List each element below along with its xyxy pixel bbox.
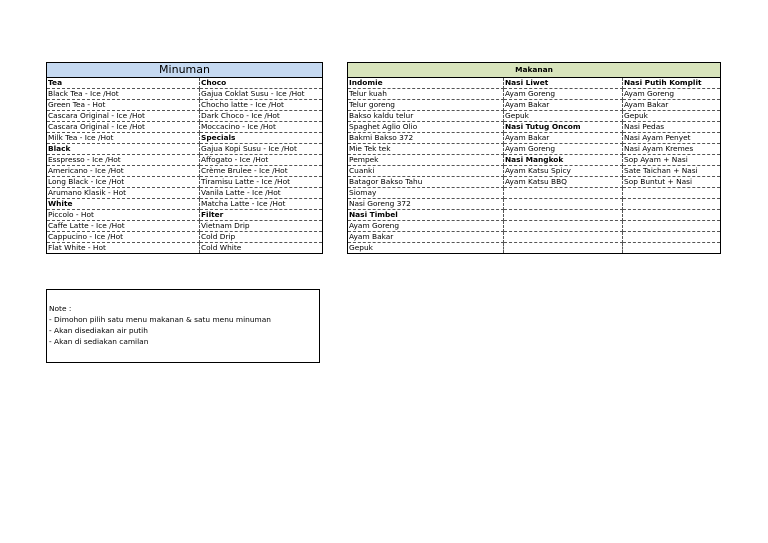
note-heading: Note : — [49, 304, 72, 313]
makanan-cell — [504, 232, 623, 243]
minuman-cell: Black Tea - Ice /Hot — [47, 89, 200, 100]
makanan-row — [348, 122, 721, 133]
makanan-cell — [623, 199, 721, 210]
minuman-row — [47, 111, 323, 122]
makanan-cell: Ayam Goreng — [348, 221, 504, 232]
makanan-title: Makanan — [348, 63, 721, 78]
makanan-cell: Nasi Ayam Kremes — [623, 144, 721, 155]
minuman-row — [47, 232, 323, 243]
makanan-header-row — [348, 63, 721, 78]
minuman-cell: Crème Brulee - Ice /Hot — [200, 166, 323, 177]
makanan-cell: Pempek — [348, 155, 504, 166]
minuman-cell: Specials — [200, 133, 323, 144]
makanan-cell: Cuanki — [348, 166, 504, 177]
minuman-cell: Piccolo - Hot — [47, 210, 200, 221]
makanan-cell: Telur kuah — [348, 89, 504, 100]
minuman-row — [47, 188, 323, 199]
makanan-cell: Ayam Goreng — [623, 89, 721, 100]
minuman-title: Minuman — [47, 63, 323, 78]
minuman-cell: Esspresso - Ice /Hot — [47, 155, 200, 166]
minuman-cell: Milk Tea - Ice /Hot — [47, 133, 200, 144]
minuman-cell: White — [47, 199, 200, 210]
makanan-cell: Nasi Liwet — [504, 78, 623, 89]
minuman-cell: Long Black - Ice /Hot — [47, 177, 200, 188]
minuman-cell: Tea — [47, 78, 200, 89]
makanan-cell: Nasi Putih Komplit — [623, 78, 721, 89]
minuman-cell: Filter — [200, 210, 323, 221]
makanan-cell: Sop Ayam + Nasi — [623, 155, 721, 166]
makanan-cell: Ayam Katsu BBQ — [504, 177, 623, 188]
note-box — [46, 289, 320, 363]
makanan-row — [348, 210, 721, 221]
makanan-cell — [623, 232, 721, 243]
minuman-row — [47, 144, 323, 155]
minuman-cell: Chocho latte - Ice /Hot — [200, 100, 323, 111]
minuman-row — [47, 166, 323, 177]
makanan-cell — [504, 221, 623, 232]
minuman-cell: Cascara Original - Ice /Hot — [47, 122, 200, 133]
minuman-cell: Cold Drip — [200, 232, 323, 243]
minuman-cell: Cascara Original - Ice /Hot — [47, 111, 200, 122]
makanan-cell: Indomie — [348, 78, 504, 89]
makanan-row — [348, 232, 721, 243]
makanan-body — [348, 63, 721, 254]
makanan-cell: Telur goreng — [348, 100, 504, 111]
minuman-cell: Gajua Kopi Susu - Ice /Hot — [200, 144, 323, 155]
makanan-cell: Ayam Goreng — [504, 89, 623, 100]
minuman-row — [47, 89, 323, 100]
makanan-cell — [623, 188, 721, 199]
makanan-cell — [504, 188, 623, 199]
minuman-cell: Moccacino - Ice /Hot — [200, 122, 323, 133]
minuman-row — [47, 133, 323, 144]
note-line: - Akan di sediakan camilan — [49, 337, 149, 346]
minuman-header-row — [47, 63, 323, 78]
minuman-cell: Gajua Coklat Susu - Ice /Hot — [200, 89, 323, 100]
minuman-cell: Cappucino - Ice /Hot — [47, 232, 200, 243]
makanan-cell: Ayam Bakar — [504, 100, 623, 111]
minuman-row — [47, 100, 323, 111]
makanan-cell — [504, 243, 623, 254]
makanan-cell: Nasi Timbel — [348, 210, 504, 221]
minuman-cell: Green Tea - Hot — [47, 100, 200, 111]
makanan-cell: Batagor Bakso Tahu — [348, 177, 504, 188]
makanan-row — [348, 155, 721, 166]
minuman-cell: Dark Choco - Ice /Hot — [200, 111, 323, 122]
makanan-cell: Ayam Bakar — [623, 100, 721, 111]
minuman-cell: Flat White - Hot — [47, 243, 200, 254]
makanan-row — [348, 133, 721, 144]
makanan-row — [348, 144, 721, 155]
note-line: - Akan disediakan air putih — [49, 326, 148, 335]
makanan-row — [348, 100, 721, 111]
makanan-row — [348, 177, 721, 188]
minuman-cell: Caffe Latte - Ice /Hot — [47, 221, 200, 232]
makanan-row — [348, 188, 721, 199]
makanan-cell: Ayam Katsu Spicy — [504, 166, 623, 177]
minuman-cell: Black — [47, 144, 200, 155]
minuman-cell: Americano - Ice /Hot — [47, 166, 200, 177]
makanan-cell: Gepuk — [623, 111, 721, 122]
makanan-cell: Nasi Ayam Penyet — [623, 133, 721, 144]
makanan-row — [348, 89, 721, 100]
makanan-cell: Gepuk — [348, 243, 504, 254]
makanan-cell — [623, 221, 721, 232]
minuman-row — [47, 155, 323, 166]
makanan-cell — [623, 243, 721, 254]
minuman-cell: Affogato - Ice /Hot — [200, 155, 323, 166]
minuman-row — [47, 199, 323, 210]
makanan-row — [348, 166, 721, 177]
minuman-row — [47, 243, 323, 254]
minuman-cell: Cold White — [200, 243, 323, 254]
makanan-cell: Sop Buntut + Nasi — [623, 177, 721, 188]
minuman-row — [47, 221, 323, 232]
minuman-body — [47, 63, 323, 254]
minuman-row — [47, 177, 323, 188]
makanan-row — [348, 221, 721, 232]
makanan-row — [348, 78, 721, 89]
minuman-table — [46, 62, 323, 254]
makanan-cell: Ayam Bakar — [348, 232, 504, 243]
minuman-cell: Matcha Latte - Ice /Hot — [200, 199, 323, 210]
minuman-cell: Tiramisu Latte - Ice /Hot — [200, 177, 323, 188]
makanan-table — [347, 62, 721, 254]
makanan-cell: Siomay — [348, 188, 504, 199]
makanan-cell: Bakso kaldu telur — [348, 111, 504, 122]
makanan-cell: Nasi Mangkok — [504, 155, 623, 166]
makanan-cell — [504, 199, 623, 210]
makanan-cell: Sate Taichan + Nasi — [623, 166, 721, 177]
makanan-cell: Ayam Goreng — [504, 144, 623, 155]
minuman-row — [47, 78, 323, 89]
makanan-cell: Gepuk — [504, 111, 623, 122]
makanan-row — [348, 199, 721, 210]
minuman-cell: Vietnam Drip — [200, 221, 323, 232]
makanan-cell: Nasi Tutug Oncom — [504, 122, 623, 133]
makanan-cell: Spaghet Aglio Olio — [348, 122, 504, 133]
makanan-row — [348, 111, 721, 122]
minuman-cell: Vanila Latte - Ice /Hot — [200, 188, 323, 199]
makanan-cell: Nasi Pedas — [623, 122, 721, 133]
note-line: - Dimohon pilih satu menu makanan & satu menu minuman — [49, 315, 271, 324]
makanan-cell: Bakmi Bakso 372 — [348, 133, 504, 144]
makanan-cell: Mie Tek tek — [348, 144, 504, 155]
makanan-cell: Ayam Bakar — [504, 133, 623, 144]
minuman-cell: Arumano Klasik - Hot — [47, 188, 200, 199]
minuman-row — [47, 122, 323, 133]
makanan-cell: Nasi Goreng 372 — [348, 199, 504, 210]
makanan-cell — [504, 210, 623, 221]
makanan-row — [348, 243, 721, 254]
minuman-row — [47, 210, 323, 221]
minuman-cell: Choco — [200, 78, 323, 89]
makanan-cell — [623, 210, 721, 221]
